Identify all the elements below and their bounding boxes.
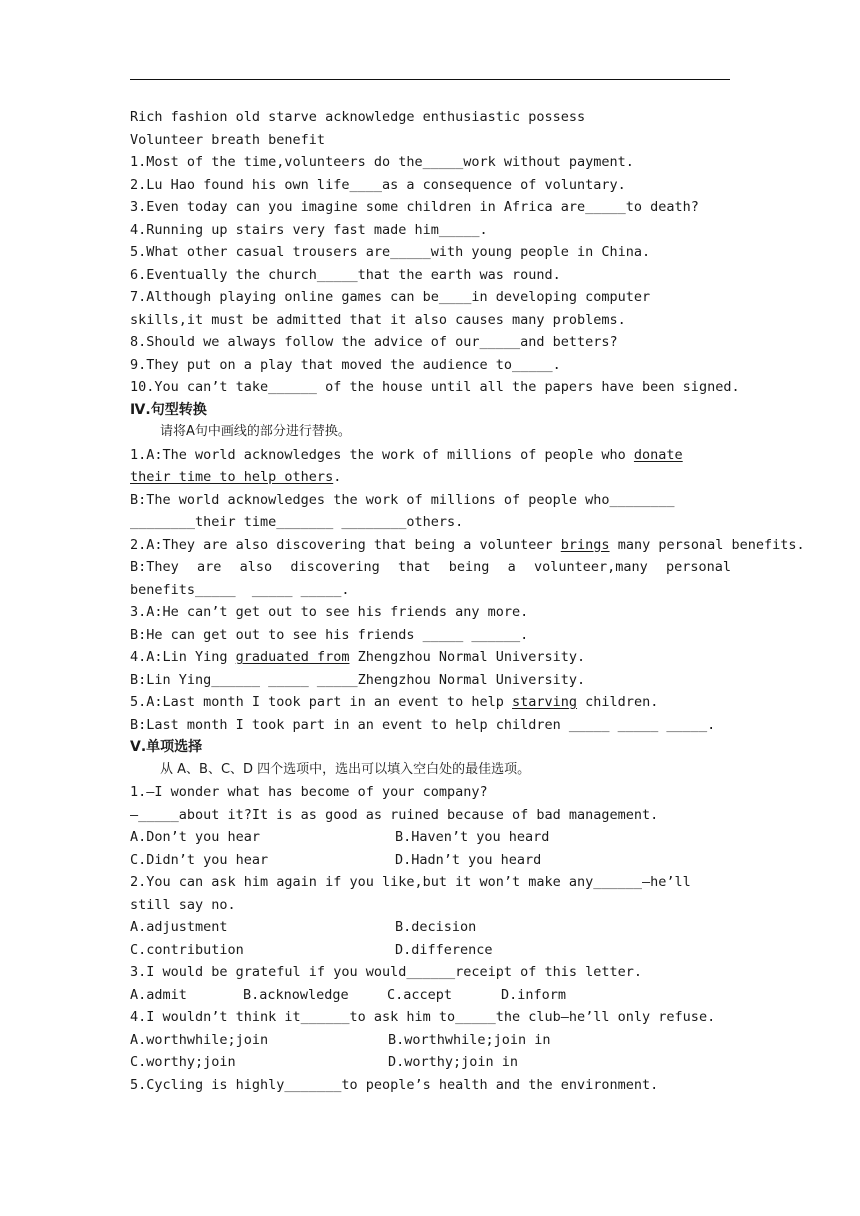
- choice-q1-options-row-1: [130, 826, 731, 849]
- rewrite-q1-a-end: .: [333, 469, 342, 485]
- rewrite-q2-a-text: 2.A:They are also discovering that being a volunteer: [130, 536, 561, 553]
- choice-q2-options-row-2: [130, 939, 731, 962]
- rewrite-q4-a-underlined: graduated from: [235, 649, 350, 665]
- choice-q4-options-row-2: [130, 1051, 731, 1074]
- choice-q4-option-d: D.worthy;join in: [388, 1054, 519, 1070]
- rewrite-q1-b: B:The world acknowledges the work of millions of people who________ ________their time_______ ________others.: [130, 491, 675, 530]
- fill-blank-6: 6.Eventually the church_____that the earth was round.: [130, 266, 561, 283]
- choice-q3-option-a: A.admit: [130, 986, 187, 1003]
- choice-q3-option-b: B.acknowledge: [243, 986, 349, 1003]
- choice-q1-option-c: C.Didn’t you hear: [130, 851, 269, 868]
- rewrite-q5-a: [130, 691, 731, 714]
- fill-blank-5: 5.What other casual trousers are_____with young people in China.: [130, 244, 651, 260]
- choice-q1-line-1: 1.—I wonder what has become of your company?: [130, 784, 488, 800]
- choice-q3-option-c: C.accept: [387, 986, 453, 1003]
- fill-blank-2: 2.Lu Hao found his own life____as a consequence of voluntary.: [130, 176, 626, 193]
- choice-q2: 2.You can ask him again if you like,but it won’t make any______—he’ll still say no.: [130, 874, 691, 913]
- rewrite-q4-a-text: 4.A:Lin Ying: [130, 649, 236, 665]
- choice-q1-option-a: A.Don’t you hear: [130, 829, 261, 845]
- rewrite-q2-a-end: many personal benefits.: [609, 536, 805, 553]
- fill-blank-10: 10.You can’t take______ of the house until all the papers have been signed.: [130, 379, 740, 395]
- section-4-heading: Ⅳ.句型转换: [130, 401, 207, 418]
- choice-q4: 4.I wouldn’t think it______to ask him to_____the club—he’ll only refuse.: [130, 1009, 716, 1025]
- choice-q4-option-a: A.worthwhile;join: [130, 1031, 269, 1048]
- rewrite-q2-a: [130, 534, 805, 557]
- rewrite-q2-b-line-2: benefits_____ _____ _____.: [130, 581, 350, 598]
- rewrite-q1-a-underlined: donate their time to help others: [130, 446, 683, 485]
- choice-q2-option-a: A.adjustment: [130, 919, 228, 935]
- fill-blank-8: 8.Should we always follow the advice of our_____and betters?: [130, 334, 618, 350]
- choice-q5: 5.Cycling is highly_______to people’s health and the environment.: [130, 1076, 659, 1093]
- rewrite-q4-b: B:Lin Ying______ _____ _____Zhengzhou Normal University.: [130, 671, 586, 688]
- choice-q1-option-b: B.Haven’t you heard: [395, 829, 550, 845]
- rewrite-q5-a-end: children.: [577, 694, 659, 710]
- choice-q4-option-c: C.worthy;join: [130, 1054, 236, 1070]
- rewrite-q1-a-text: 1.A:The world acknowledges the work of millions of people who: [130, 446, 634, 463]
- choice-q3-option-d: D.inform: [501, 986, 567, 1003]
- choice-q3-options-row: [130, 984, 731, 1007]
- rewrite-q4-a-end: Zhengzhou Normal University.: [349, 649, 586, 665]
- choice-q2-option-c: C.contribution: [130, 941, 244, 958]
- rewrite-q1-a: [130, 444, 731, 489]
- rewrite-q5-a-text: 5.A:Last month I took part in an event to help: [130, 694, 513, 710]
- fill-blank-7: 7.Although playing online games can be____in developing computer skills,it must be admitted that it also causes many problems.: [130, 289, 651, 328]
- rewrite-q5-a-underlined: starving: [512, 694, 578, 710]
- choice-q4-option-b: B.worthwhile;join in: [388, 1031, 551, 1048]
- worksheet-content: [130, 106, 805, 1096]
- section-5-instruction: 从 A、B、C、D 四个选项中，选出可以填入空白处的最佳选项。: [160, 761, 531, 777]
- choice-q1-option-d: D.Hadn’t you heard: [395, 851, 542, 868]
- choice-q2-option-b: B.decision: [395, 919, 477, 935]
- rewrite-q4-a: [130, 646, 731, 669]
- fill-blank-9: 9.They put on a play that moved the audience to_____.: [130, 356, 561, 373]
- choice-q2-options-row-1: [130, 916, 731, 939]
- header-rule: [130, 79, 730, 80]
- rewrite-q3-b: B:He can get out to see his friends _____ ______.: [130, 626, 529, 643]
- choice-q4-options-row-1: [130, 1029, 731, 1052]
- section-4-instruction: 请将A句中画线的部分进行替换。: [160, 424, 351, 439]
- rewrite-q5-b: B:Last month I took part in an event to help children _____ _____ _____.: [130, 716, 716, 733]
- section-5-heading: Ⅴ.单项选择: [130, 739, 203, 755]
- rewrite-q2-a-underlined: brings: [560, 536, 610, 553]
- choice-q3: 3.I would be grateful if you would______receipt of this letter.: [130, 964, 643, 980]
- choice-q2-option-d: D.difference: [395, 941, 493, 958]
- word-bank-line-2: Volunteer breath benefit: [130, 131, 326, 148]
- choice-q1-options-row-2: [130, 849, 731, 872]
- word-bank-line-1: Rich fashion old starve acknowledge enthusiastic possess: [130, 109, 586, 125]
- rewrite-q2-b-line-1: B:They are also discovering that being a volunteer,many personal: [130, 559, 731, 575]
- fill-blank-4: 4.Running up stairs very fast made him_____.: [130, 221, 488, 238]
- choice-q1-line-2: —_____about it?It is as good as ruined because of bad management.: [130, 806, 659, 823]
- rewrite-q3-a: 3.A:He can’t get out to see his friends any more.: [130, 604, 529, 620]
- fill-blank-3: 3.Even today can you imagine some children in Africa are_____to death?: [130, 199, 699, 215]
- fill-blank-1: 1.Most of the time,volunteers do the_____work without payment.: [130, 154, 634, 170]
